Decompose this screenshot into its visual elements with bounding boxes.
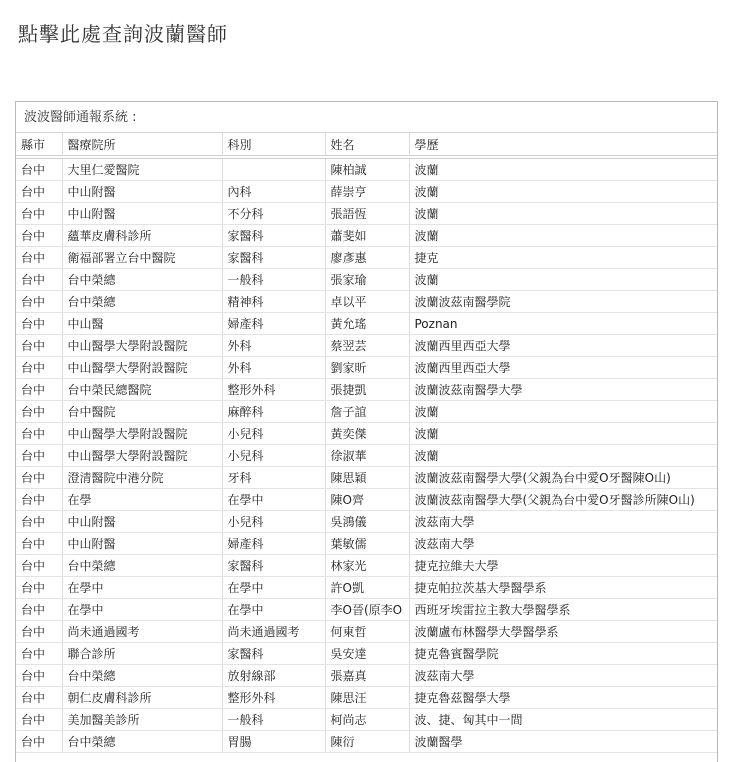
cell-department: 外科 [222, 357, 325, 379]
cell-name: 陳衍 [325, 731, 409, 753]
cell-hospital: 聯合診所 [62, 643, 222, 665]
cell-hospital: 大里仁愛醫院 [62, 157, 222, 181]
panel-heading: 波波醫師通報系統 : [16, 102, 717, 133]
cell-education: 波蘭盧布林醫學大學醫學系 [409, 621, 718, 643]
table-row [16, 467, 718, 489]
cell-hospital: 蘊華皮膚科診所 [62, 225, 222, 247]
table-row [16, 225, 718, 247]
cell-county: 台中 [16, 511, 62, 533]
cell-department: 家醫科 [222, 225, 325, 247]
cell-hospital: 美加醫美診所 [62, 709, 222, 731]
cell-name: 薛崇亨 [325, 181, 409, 203]
cell-education: 西班牙埃雷拉主教大學醫學系 [409, 599, 718, 621]
cell-name: 吳鴻儀 [325, 511, 409, 533]
cell-county: 台中 [16, 335, 62, 357]
cell-county: 台中 [16, 357, 62, 379]
cell-hospital: 在學中 [62, 599, 222, 621]
cell-education: 捷克魯茲醫學大學 [409, 687, 718, 709]
cell-name: 何東哲 [325, 621, 409, 643]
cell-education: Poznan [409, 313, 718, 335]
table-row [16, 291, 718, 313]
cell-county: 台中 [16, 533, 62, 555]
column-header-county: 縣市 [16, 133, 62, 157]
table-row [16, 687, 718, 709]
cell-county: 台中 [16, 709, 62, 731]
cell-hospital: 澄清醫院中港分院 [62, 467, 222, 489]
cell-education: 波蘭 [409, 157, 718, 181]
cell-education: 波蘭 [409, 203, 718, 225]
table-row [16, 445, 718, 467]
cell-education: 波蘭 [409, 225, 718, 247]
cell-name: 蕭斐如 [325, 225, 409, 247]
cell-county: 台中 [16, 621, 62, 643]
cell-name: 卓以平 [325, 291, 409, 313]
cell-education: 波蘭 [409, 445, 718, 467]
cell-department: 在學中 [222, 577, 325, 599]
cell-department: 尚未通過國考 [222, 621, 325, 643]
cell-county: 台中 [16, 445, 62, 467]
table-row [16, 379, 718, 401]
cell-name: 陳柏誠 [325, 157, 409, 181]
table-row [16, 511, 718, 533]
cell-education: 波蘭 [409, 269, 718, 291]
cell-hospital: 中山附醫 [62, 203, 222, 225]
cell-department: 整形外科 [222, 687, 325, 709]
cell-name: 張語恆 [325, 203, 409, 225]
cell-name: 劉家昕 [325, 357, 409, 379]
cell-education: 波蘭波茲南醫學大學 [409, 379, 718, 401]
cell-education: 波蘭 [409, 181, 718, 203]
table-row [16, 621, 718, 643]
cell-department: 外科 [222, 335, 325, 357]
cell-department: 放射線部 [222, 665, 325, 687]
cell-department: 在學中 [222, 489, 325, 511]
cell-hospital: 台中榮總 [62, 665, 222, 687]
cell-county: 台中 [16, 467, 62, 489]
cell-county: 台中 [16, 181, 62, 203]
cell-hospital: 中山醫學大學附設醫院 [62, 357, 222, 379]
column-header-education: 學歷 [409, 133, 718, 157]
cell-name: 張嘉真 [325, 665, 409, 687]
cell-name: 徐淑華 [325, 445, 409, 467]
cell-hospital: 台中榮總 [62, 731, 222, 753]
cell-department: 家醫科 [222, 643, 325, 665]
table-row [16, 335, 718, 357]
cell-name: 蔡翌芸 [325, 335, 409, 357]
cell-county: 台中 [16, 423, 62, 445]
cell-name: 吳安達 [325, 643, 409, 665]
cell-county: 台中 [16, 665, 62, 687]
cell-hospital: 中山醫 [62, 313, 222, 335]
table-row [16, 401, 718, 423]
cell-department: 小兒科 [222, 423, 325, 445]
table-row [16, 269, 718, 291]
cell-county: 台中 [16, 687, 62, 709]
cell-education: 波蘭 [409, 401, 718, 423]
cell-hospital: 朝仁皮膚科診所 [62, 687, 222, 709]
cell-county: 台中 [16, 291, 62, 313]
cell-department: 一般科 [222, 269, 325, 291]
cell-county: 台中 [16, 731, 62, 753]
table-row [16, 247, 718, 269]
cell-county: 台中 [16, 225, 62, 247]
cell-hospital: 在學 [62, 489, 222, 511]
cell-department: 家醫科 [222, 555, 325, 577]
cell-education: 波茲南大學 [409, 533, 718, 555]
report-panel [15, 101, 718, 762]
cell-department: 一般科 [222, 709, 325, 731]
cell-name: 張家瑜 [325, 269, 409, 291]
cell-hospital: 中山醫學大學附設醫院 [62, 445, 222, 467]
cell-education: 波蘭醫學 [409, 731, 718, 753]
cell-county: 台中 [16, 401, 62, 423]
table-row [16, 731, 718, 753]
cell-hospital: 台中榮總 [62, 269, 222, 291]
cell-name: 廖彥惠 [325, 247, 409, 269]
cell-name: 陳思汪 [325, 687, 409, 709]
column-header-hospital: 醫療院所 [62, 133, 222, 157]
cell-name: 黃允瑤 [325, 313, 409, 335]
cell-name: 張捷凱 [325, 379, 409, 401]
cell-education: 波蘭 [409, 423, 718, 445]
cell-department: 胃腸 [222, 731, 325, 753]
cell-name: 柯尚志 [325, 709, 409, 731]
cell-hospital: 中山附醫 [62, 181, 222, 203]
cell-hospital: 尚未通過國考 [62, 621, 222, 643]
cell-hospital: 台中榮總 [62, 555, 222, 577]
cell-department: 麻醉科 [222, 401, 325, 423]
table-row [16, 203, 718, 225]
cell-department: 整形外科 [222, 379, 325, 401]
cell-name: 黃奕傑 [325, 423, 409, 445]
cell-education: 波茲南大學 [409, 665, 718, 687]
table-row [16, 157, 718, 181]
table-row [16, 181, 718, 203]
table-row [16, 709, 718, 731]
cell-department: 精神科 [222, 291, 325, 313]
doctor-search-link[interactable]: 點擊此處查詢波蘭醫師 [18, 22, 228, 46]
cell-name: 葉敏儒 [325, 533, 409, 555]
cell-education: 波蘭波茲南醫學大學(父親為台中愛O牙醫診所陳O山) [409, 489, 718, 511]
cell-name: 詹子誼 [325, 401, 409, 423]
cell-county: 台中 [16, 203, 62, 225]
doctor-table [16, 133, 718, 753]
cell-county: 台中 [16, 577, 62, 599]
cell-county: 台中 [16, 489, 62, 511]
cell-county: 台中 [16, 157, 62, 181]
cell-education: 波蘭西里西亞大學 [409, 357, 718, 379]
cell-hospital: 中山醫學大學附設醫院 [62, 335, 222, 357]
table-row [16, 599, 718, 621]
cell-county: 台中 [16, 555, 62, 577]
cell-education: 波茲南大學 [409, 511, 718, 533]
cell-education: 波、捷、匈其中一間 [409, 709, 718, 731]
column-header-name: 姓名 [325, 133, 409, 157]
cell-department: 家醫科 [222, 247, 325, 269]
cell-name: 陳思穎 [325, 467, 409, 489]
cell-department: 不分科 [222, 203, 325, 225]
cell-department: 小兒科 [222, 445, 325, 467]
cell-county: 台中 [16, 643, 62, 665]
table-row [16, 643, 718, 665]
cell-department: 牙科 [222, 467, 325, 489]
cell-name: 許O凱 [325, 577, 409, 599]
cell-hospital: 中山附醫 [62, 511, 222, 533]
cell-hospital: 在學中 [62, 577, 222, 599]
cell-education: 波蘭波茲南醫學大學(父親為台中愛O牙醫陳O山) [409, 467, 718, 489]
table-row [16, 533, 718, 555]
cell-name: 陳O齊 [325, 489, 409, 511]
cell-hospital: 中山附醫 [62, 533, 222, 555]
cell-name: 林家光 [325, 555, 409, 577]
cell-county: 台中 [16, 379, 62, 401]
cell-department: 內科 [222, 181, 325, 203]
cell-department [222, 157, 325, 181]
table-row [16, 555, 718, 577]
column-header-department: 科別 [222, 133, 325, 157]
table-row [16, 489, 718, 511]
table-row [16, 665, 718, 687]
cell-education: 捷克帕拉茨基大學醫學系 [409, 577, 718, 599]
cell-education: 捷克魯賓醫學院 [409, 643, 718, 665]
cell-education: 捷克 [409, 247, 718, 269]
table-header-row [16, 133, 718, 157]
cell-county: 台中 [16, 247, 62, 269]
cell-education: 波蘭波茲南醫學院 [409, 291, 718, 313]
cell-hospital: 台中榮總 [62, 291, 222, 313]
table-row [16, 423, 718, 445]
table-row [16, 313, 718, 335]
cell-hospital: 衛福部署立台中醫院 [62, 247, 222, 269]
cell-county: 台中 [16, 313, 62, 335]
cell-hospital: 台中榮民總醫院 [62, 379, 222, 401]
table-row [16, 357, 718, 379]
cell-department: 婦產科 [222, 533, 325, 555]
cell-hospital: 台中醫院 [62, 401, 222, 423]
cell-education: 捷克拉維夫大學 [409, 555, 718, 577]
cell-county: 台中 [16, 599, 62, 621]
cell-department: 婦產科 [222, 313, 325, 335]
cell-county: 台中 [16, 269, 62, 291]
table-row [16, 577, 718, 599]
cell-name: 李O晉(原李O [325, 599, 409, 621]
cell-department: 小兒科 [222, 511, 325, 533]
cell-department: 在學中 [222, 599, 325, 621]
cell-hospital: 中山醫學大學附設醫院 [62, 423, 222, 445]
cell-education: 波蘭西里西亞大學 [409, 335, 718, 357]
